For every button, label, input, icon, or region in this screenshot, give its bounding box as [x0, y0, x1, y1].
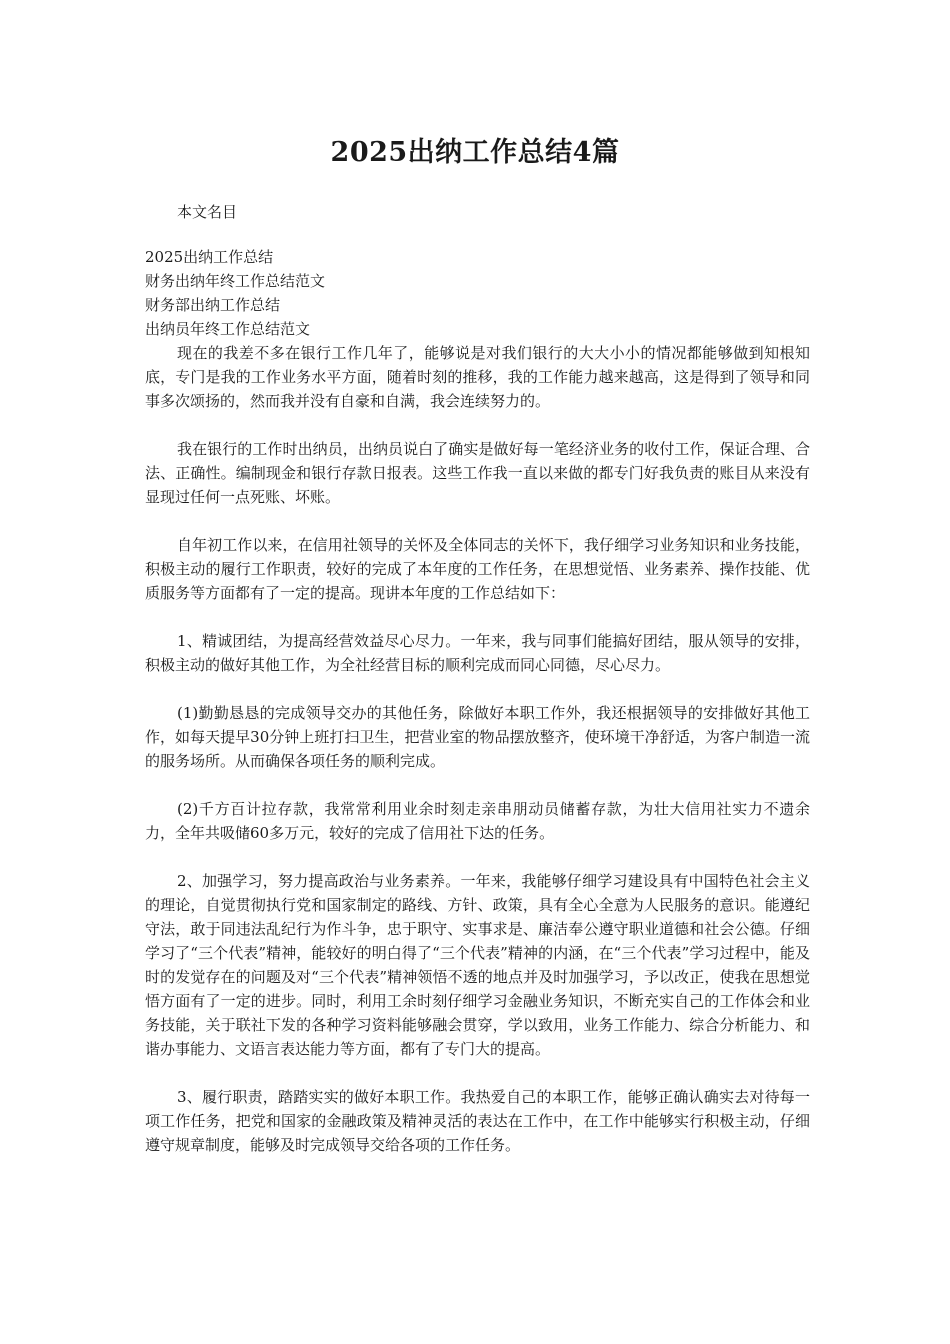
- toc-heading: 本文名目: [177, 203, 238, 221]
- document-body: [145, 200, 810, 1181]
- paragraph: 我在银行的工作时出纳员，出纳员说白了确实是做好每一笔经济业务的收付工作，保证合理、合法、正确性。编制现金和银行存款日报表。这些工作我一直以来做的都专门好我负责的账目从来没有显现过任何一点死账、坏账。: [145, 440, 810, 506]
- paragraph: 自年初工作以来，在信用社领导的关怀及全体同志的关怀下，我仔细学习业务知识和业务技能，积极主动的履行工作职责，较好的完成了本年度的工作任务，在思想觉悟、业务素养、操作技能、优质服务等方面都有了一定的提高。现讲本年度的工作总结如下：: [145, 536, 810, 602]
- toc-item: 财务部出纳工作总结: [145, 296, 281, 314]
- table-of-contents: [145, 245, 810, 341]
- paragraph: (1)勤勤恳恳的完成领导交办的其他任务，除做好本职工作外，我还根据领导的安排做好其他工作，如每天提早30分钟上班打扫卫生，把营业室的物品摆放整齐，使环境干净舒适，为客户制造一流的服务场所。从而确保各项任务的顺利完成。: [145, 704, 810, 770]
- paragraph: (2)千方百计拉存款，我常常利用业余时刻走亲串朋动员储蓄存款，为壮大信用社实力不遗余力，全年共吸储60多万元，较好的完成了信用社下达的任务。: [145, 800, 810, 842]
- toc-item: 财务出纳年终工作总结范文: [145, 272, 326, 290]
- paragraph: 1、精诚团结，为提高经营效益尽心尽力。一年来，我与同事们能搞好团结，服从领导的安排，积极主动的做好其他工作，为全社经营目标的顺利完成而同心同德，尽心尽力。: [145, 632, 810, 674]
- toc-item: 出纳员年终工作总结范文: [145, 320, 311, 338]
- paragraph: 现在的我差不多在银行工作几年了，能够说是对我们银行的大大小小的情况都能够做到知根知底，专门是我的工作业务水平方面，随着时刻的推移，我的工作能力越来越高，这是得到了领导和同事多次颂扬的，然而我并没有自豪和自满，我会连续努力的。: [145, 344, 810, 410]
- document-title: 2025出纳工作总结4篇: [330, 137, 620, 168]
- toc-item: 2025出纳工作总结: [145, 248, 274, 266]
- paragraph: 3、履行职责，踏踏实实的做好本职工作。我热爱自己的本职工作，能够正确认确实去对待每一项工作任务，把党和国家的金融政策及精神灵活的表达在工作中，在工作中能够实行积极主动，仔细遵守规章制度，能够及时完成领导交给各项的工作任务。: [145, 1088, 810, 1154]
- paragraph: 2、加强学习，努力提高政治与业务素养。一年来，我能够仔细学习建设具有中国特色社会主义的理论，自觉贯彻执行党和国家制定的路线、方针、政策，具有全心全意为人民服务的意识。能遵纪守法，敢于同违法乱纪行为作斗争，忠于职守、实事求是、廉洁奉公遵守职业道德和社会公德。仔细学习了“三个代表”精神，能较好的明白得了“三个代表”精神的内涵，在“三个代表”学习过程中，能及时的发觉存在的问题及对“三个代表”精神领悟不透的地点并及时加强学习，予以改正，使我在思想觉悟方面有了一定的进步。同时，利用工余时刻仔细学习金融业务知识，不断充实自己的工作体会和业务技能，关于联社下发的各种学习资料能够融会贯穿，学以致用，业务工作能力、综合分析能力、和谐办事能力、文语言表达能力等方面，都有了专门大的提高。: [145, 872, 810, 1058]
